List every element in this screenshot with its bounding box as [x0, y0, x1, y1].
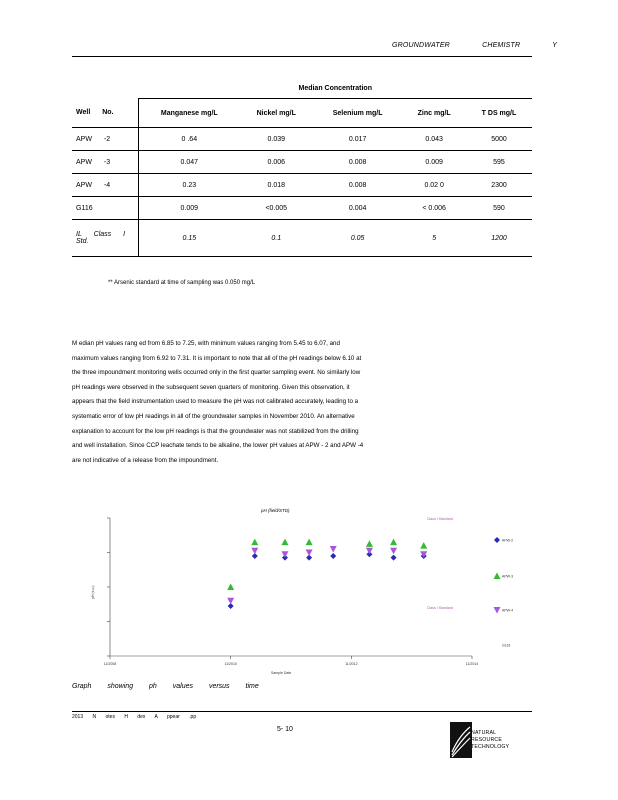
cell: 595 — [466, 151, 532, 174]
paragraph-line: systematic error of low pH readings in all of the groundwater samples in November 2010. An alternative — [72, 412, 355, 420]
data-point-apw-2 — [391, 555, 397, 561]
cell: 0.15 — [139, 220, 240, 257]
y-axis-label: pH (s.u.) — [91, 585, 95, 599]
cell: 0 .64 — [139, 128, 240, 151]
col-header: Nickel mg/L — [240, 99, 313, 128]
col-header: T DS mg/L — [466, 99, 532, 128]
legend-label: APW-4 — [502, 608, 514, 613]
cell: 0.02 0 — [402, 174, 466, 197]
cell: 0.009 — [402, 151, 466, 174]
table-title: Median Concentration — [298, 84, 372, 92]
table-row — [72, 128, 532, 151]
data-point-apw-2 — [330, 553, 336, 559]
x-tick-label: 11/2008 — [103, 662, 117, 666]
cell: 0.017 — [313, 128, 403, 151]
cell: 0.05 — [313, 220, 403, 257]
paragraph-line: explanation to account for the low pH readings is that the groundwater was not stabilized from the drilling — [72, 427, 359, 435]
data-point-apw-3 — [420, 542, 427, 549]
cell: 1200 — [466, 220, 532, 257]
data-point-apw-3 — [251, 539, 258, 546]
cell: 0.043 — [402, 128, 466, 151]
figure-caption: Graph showing ph values versus time — [72, 683, 259, 690]
cell: 0.047 — [139, 151, 240, 174]
table-row — [72, 197, 532, 220]
data-point-apw-4 — [306, 550, 313, 557]
data-point-apw-4 — [420, 551, 427, 558]
legend-label: APW-3 — [502, 574, 514, 579]
legend-label: G116 — [502, 643, 511, 648]
paragraph-line: M edian pH values rang ed from 6.85 to 7.25, with minimum values ranging from 5.45 to 6.07, and — [72, 340, 340, 347]
paragraph-line: appears that the field instrumentation used to measure the pH was not calibrated accurately, leading to a — [72, 398, 359, 406]
median-concentration-table — [72, 78, 532, 257]
col-header: Selenium mg/L — [313, 99, 403, 128]
x-tick-label: 11/2010 — [224, 662, 237, 666]
cell: < 0.006 — [402, 197, 466, 220]
col-header: Zinc mg/L — [402, 99, 466, 128]
x-tick-label: 11/2014 — [465, 662, 479, 666]
well-id: APW -2 — [72, 128, 139, 151]
logo-line: RESOURCE — [471, 737, 503, 743]
cell: 590 — [466, 197, 532, 220]
data-point-apw-4 — [390, 548, 397, 555]
cell: 2300 — [466, 174, 532, 197]
paragraph-line: the three impoundment monitoring wells occurred only in the first quarter sampling event. No similarly low — [72, 369, 361, 377]
ph-scatter-chart — [72, 500, 532, 680]
running-header: GROUNDWATER CHEMISTR Y — [392, 42, 558, 49]
well-id: APW -3 — [72, 151, 139, 174]
logo-line: NATURAL — [471, 730, 497, 736]
body-paragraph — [72, 337, 542, 468]
cell: 5000 — [466, 128, 532, 151]
legend-marker — [494, 607, 501, 614]
chart-annotation: Class I Standard — [427, 606, 453, 610]
cell: <0.005 — [240, 197, 313, 220]
paragraph-line: pH readings were observed in the subsequent seven quarters of monitoring. Given this observation, it — [72, 383, 350, 391]
well-id: APW -4 — [72, 174, 139, 197]
well-id: G116 — [72, 197, 139, 220]
data-point-apw-4 — [330, 546, 337, 553]
header-rule — [72, 56, 532, 57]
data-point-apw-3 — [306, 539, 313, 546]
cell: 0.008 — [313, 174, 403, 197]
chart-title: pH (field/STD) — [261, 508, 290, 513]
cell: 0.018 — [240, 174, 313, 197]
cell: 0.008 — [313, 151, 403, 174]
paragraph-line: are not indicative of a release from the impoundment. — [72, 456, 219, 464]
paragraph-line: and well installation. Since CCP leachate tends to be alkaline, the lower pH values at APW - 2 and APW -4 — [72, 442, 364, 450]
footer-rule — [72, 711, 532, 712]
cell: 0.039 — [240, 128, 313, 151]
chart-annotation: Class I Standard — [427, 517, 453, 521]
data-point-apw-4 — [281, 551, 288, 558]
cell: 0.1 — [240, 220, 313, 257]
cell: 0.23 — [139, 174, 240, 197]
standard-row — [72, 220, 532, 257]
logo-line: TECHNOLOGY — [471, 744, 510, 750]
data-point-apw-4 — [366, 548, 373, 555]
cell: 0.009 — [139, 197, 240, 220]
footer-left: 2013 N otes H dex A ppear .pp — [72, 714, 197, 720]
legend-marker — [494, 573, 501, 580]
data-point-apw-4 — [227, 598, 234, 605]
data-point-apw-3 — [281, 539, 288, 546]
well-header: Well No. — [72, 99, 139, 128]
data-point-apw-3 — [227, 584, 234, 591]
cell: 0.004 — [313, 197, 403, 220]
legend-marker — [494, 537, 500, 543]
table-footnote: ** Arsenic standard at time of sampling was 0.050 mg/L — [108, 280, 256, 286]
standard-label: IL Class I Std. — [72, 220, 139, 257]
paragraph-line: maximum values ranging from 6.92 to 7.31. It is important to note that all of the pH readings below 6.10 at — [72, 354, 362, 362]
page-number: 5- 10 — [277, 726, 293, 733]
logo-mark-icon — [450, 722, 472, 758]
table-row — [72, 174, 532, 197]
data-point-apw-3 — [366, 540, 373, 547]
cell: 5 — [402, 220, 466, 257]
x-axis-label: Sample Date — [271, 671, 292, 675]
data-point-apw-4 — [251, 548, 258, 555]
legend-label: APW-2 — [502, 538, 514, 543]
data-point-apw-3 — [390, 539, 397, 546]
cell: 0.006 — [240, 151, 313, 174]
col-header: Manganese mg/L — [139, 99, 240, 128]
x-tick-label: 11/2012 — [345, 662, 358, 666]
logo-text — [471, 730, 509, 751]
table-row — [72, 151, 532, 174]
